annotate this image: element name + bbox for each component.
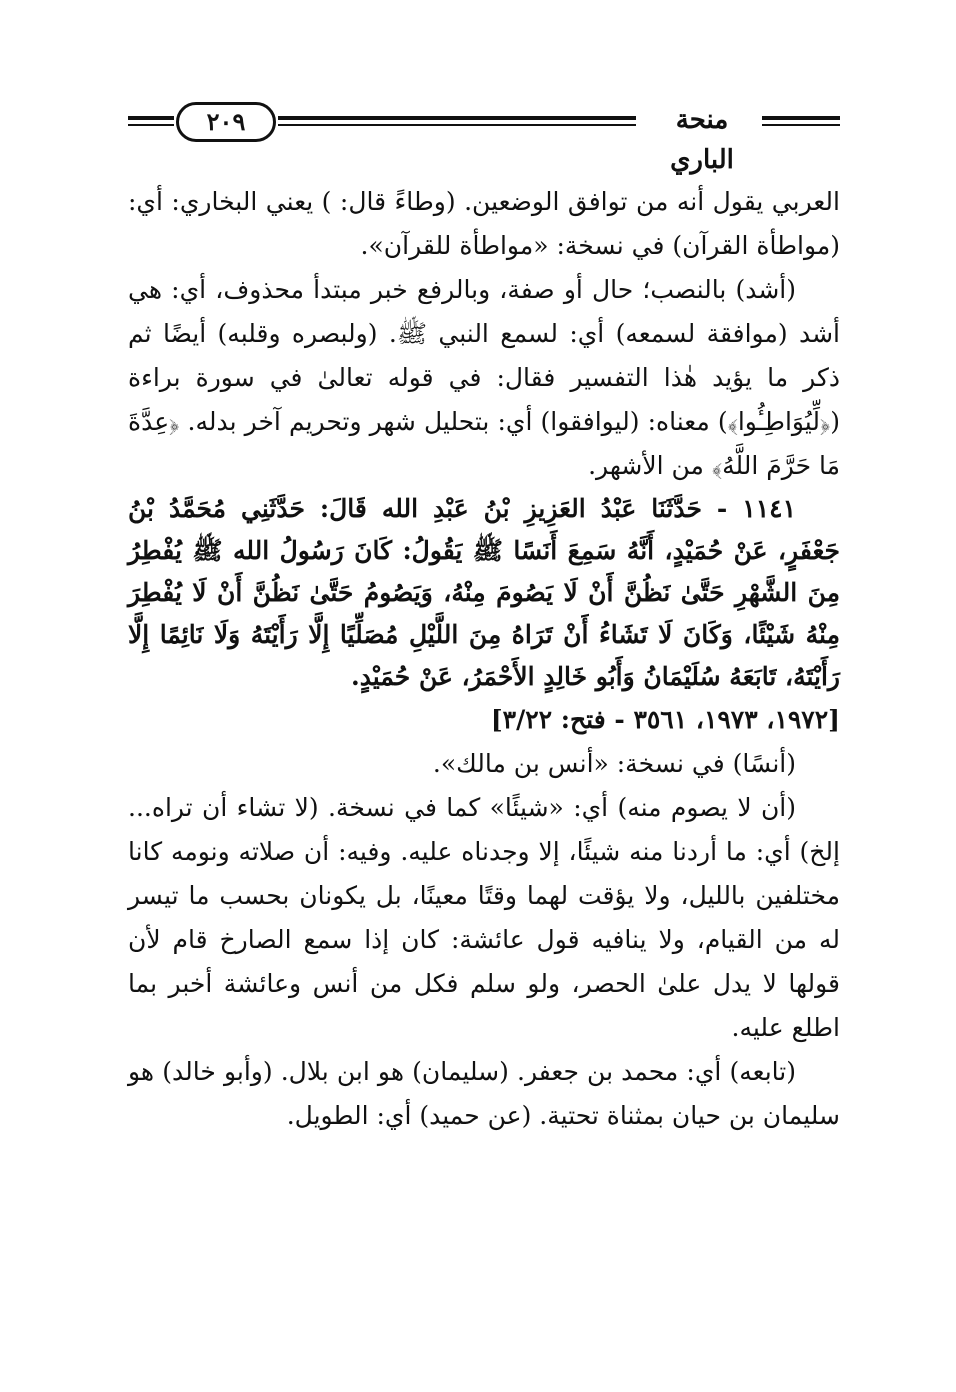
- commentary-paragraph: (أن لا يصوم منه) أي: «شيئًا» كما في نسخة. (لا تشاء أن تراه... إلخ) أي: ما أردنا منه شيئًا، إلا وجدناه عليه. وفيه: أن صلاته ونومه كانا مختلفين بالليل، ولا يؤقت لهما وقتًا معينًا، بل يكونان بحسب ما تيسر له من القيام، ولا ينافيه قول عائشة: كان إذا سمع الصارخ قام لأن قولها لا يدل علىٰ الحصر، ولو سلم فكل من أنس وعائشة أخبر بما اطلع عليه.: [128, 793, 840, 1042]
- page-body: [128, 180, 840, 1138]
- header-rule-middle: [278, 116, 636, 120]
- header-rule-left: [128, 116, 174, 120]
- header-rule-right: [762, 116, 840, 120]
- hadith-references: [١٩٧٢، ١٩٧٣، ٣٥٦١ - فتح: ٣/٢٢]: [490, 705, 840, 734]
- commentary-paragraph: (أنسًا) في نسخة: «أنس بن مالك».: [432, 749, 796, 778]
- running-title: منحة الباري: [670, 105, 734, 175]
- hadith-text: ١١٤١ - حَدَّثَنَا عَبْدُ العَزِيزِ بْنُ عَبْدِ الله قَالَ: حَدَّثَنِي مُحَمَّدُ بْنُ جَعْفَرٍ، عَنْ حُمَيْدٍ، أَنَّهُ سَمِعَ أَنَسًا ﷺ يَقُولُ: كَانَ رَسُولُ الله ﷺ يُفْطِرُ مِنَ الشَّهْرِ حَتَّىٰ نَظُنَّ أَنْ لَا يَصُومَ مِنْهُ، وَيَصُومُ حَتَّىٰ نَظُنَّ أَنْ لَا يُفْطِرَ مِنْهُ شَيْئًا، وَكَانَ لَا تَشَاءُ أَنْ تَرَاهُ مِنَ اللَّيْلِ مُصَلِّيًا إِلَّا رَأَيْتَهُ وَلَا نَائِمًا إِلَّا رَأَيْتَهُ، تَابَعَهُ سُلَيْمَانُ وَأَبُو خَالِدٍ الأَحْمَرُ، عَنْ حُمَيْدٍ.: [128, 494, 840, 691]
- paragraph: العربي يقول أنه من توافق الوضعين. (وطاءً قال: ) يعني البخاري: أي: (مواطأة القرآن) في نسخة: «مواطأة للقرآن».: [128, 187, 840, 260]
- page-header: [128, 98, 840, 175]
- commentary-paragraph: (تابعه) أي: محمد بن جعفر. (سليمان) هو ابن بلال. (وأبو خالد) هو سليمان بن حيان بمثناة تحتية. (عن حميد) أي: الطويل.: [128, 1057, 840, 1130]
- paragraph: (أشد) بالنصب؛ حال أو صفة، وبالرفع خبر مبتدأ محذوف، أي: هي أشد (موافقة لسمعه) أي: لسمع النبي ﷺ. (ولبصره وقلبه) أيضًا ثم ذكر ما يؤيد هٰذا التفسير فقال: في قوله تعالىٰ في سورة براءة (﴿لِّيُوَاطِـُٔوا﴾) معناه: (ليوافقوا) أي: بتحليل شهر وتحريم آخر بدله. ﴿عِدَّةَ مَا حَرَّمَ اللَّهُ﴾ من الأشهر.: [128, 275, 840, 480]
- page-number: ٢٠٩: [176, 102, 276, 142]
